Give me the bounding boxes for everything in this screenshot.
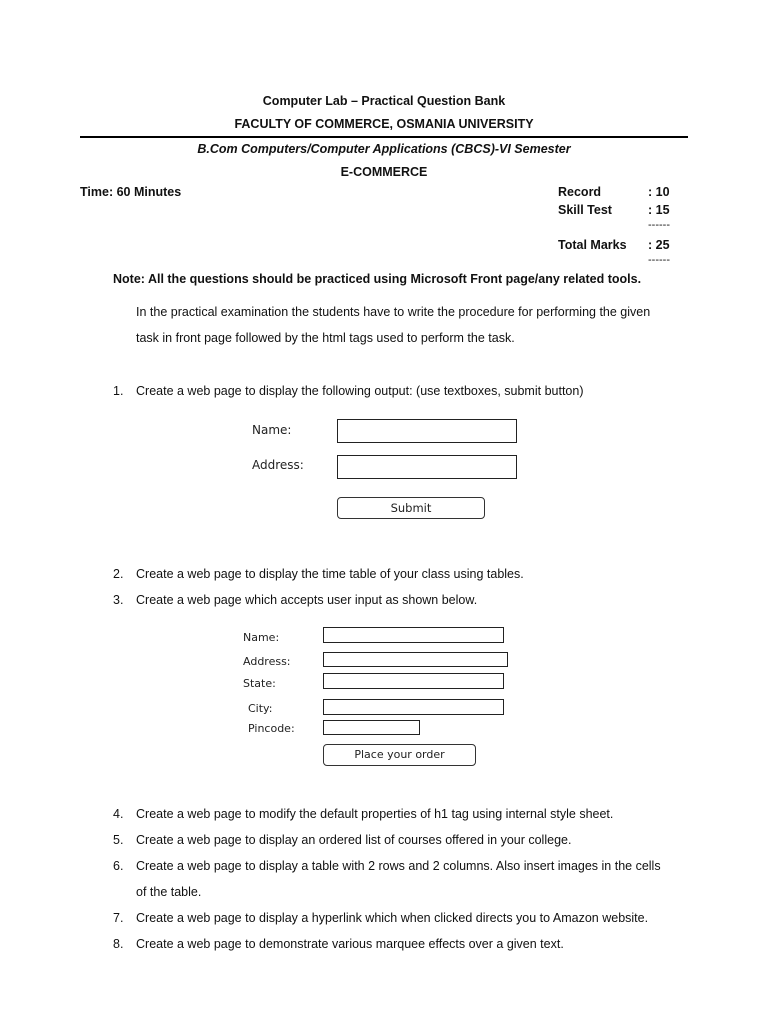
header-subject: E-COMMERCE [340, 165, 428, 179]
q2-text: Create a web page to display the time table of your class using tables. [136, 567, 524, 581]
q6-number: 6. [113, 859, 124, 873]
q3-place-order-button: Place your order [323, 744, 476, 766]
header-course: B.Com Computers/Computer Applications (CBCS)-VI Semester [197, 142, 571, 156]
q3-address-label: Address: [243, 655, 291, 668]
q8-text: Create a web page to demonstrate various marquee effects over a given text. [136, 937, 564, 951]
q1-submit-button: Submit [337, 497, 485, 519]
record-value: : 10 [648, 185, 670, 199]
total-marks-label: Total Marks [558, 238, 627, 252]
q1-name-label: Name: [252, 423, 292, 437]
q1-address-label: Address: [252, 458, 304, 472]
q1-text: Create a web page to display the following output: (use textboxes, submit button) [136, 384, 584, 398]
q1-address-textbox [337, 455, 517, 479]
marks-dashes-top: ------ [648, 219, 670, 231]
q3-name-label: Name: [243, 631, 280, 644]
intro-line-2: task in front page followed by the html tags used to perform the task. [136, 331, 515, 345]
skill-test-label: Skill Test [558, 203, 612, 217]
q3-state-label: State: [243, 677, 276, 690]
q3-state-textbox [323, 673, 504, 689]
intro-line-1: In the practical examination the students have to write the procedure for performing the given [136, 305, 651, 319]
q3-city-label: City: [248, 702, 273, 715]
q1-name-textbox [337, 419, 517, 443]
q3-pincode-textbox [323, 720, 420, 735]
q3-number: 3. [113, 593, 124, 607]
q3-text: Create a web page which accepts user input as shown below. [136, 593, 478, 607]
q5-number: 5. [113, 833, 124, 847]
q3-city-textbox [323, 699, 504, 715]
time-label: Time: 60 Minutes [80, 185, 182, 199]
q4-text: Create a web page to modify the default properties of h1 tag using internal style sheet. [136, 807, 614, 821]
q1-number: 1. [113, 384, 124, 398]
q7-number: 7. [113, 911, 124, 925]
note: Note: All the questions should be practiced using Microsoft Front page/any related tools. [113, 272, 642, 286]
header-title: Computer Lab – Practical Question Bank [262, 94, 506, 108]
q6-text-line-1: Create a web page to display a table with 2 rows and 2 columns. Also insert images in the cells [136, 859, 661, 873]
header-divider [80, 136, 688, 138]
skill-test-value: : 15 [648, 203, 670, 217]
q3-name-textbox [323, 627, 504, 643]
record-label: Record [558, 185, 602, 199]
q3-address-textbox [323, 652, 508, 667]
q5-text: Create a web page to display an ordered list of courses offered in your college. [136, 833, 572, 847]
q6-text-line-2: of the table. [136, 885, 202, 899]
marks-dashes-bottom: ------ [648, 254, 670, 266]
q4-number: 4. [113, 807, 124, 821]
q2-number: 2. [113, 567, 124, 581]
header-faculty: FACULTY OF COMMERCE, OSMANIA UNIVERSITY [234, 117, 534, 131]
q3-pincode-label: Pincode: [248, 722, 295, 735]
total-marks-value: : 25 [648, 238, 670, 252]
q8-number: 8. [113, 937, 124, 951]
q7-text: Create a web page to display a hyperlink which when clicked directs you to Amazon website. [136, 911, 649, 925]
